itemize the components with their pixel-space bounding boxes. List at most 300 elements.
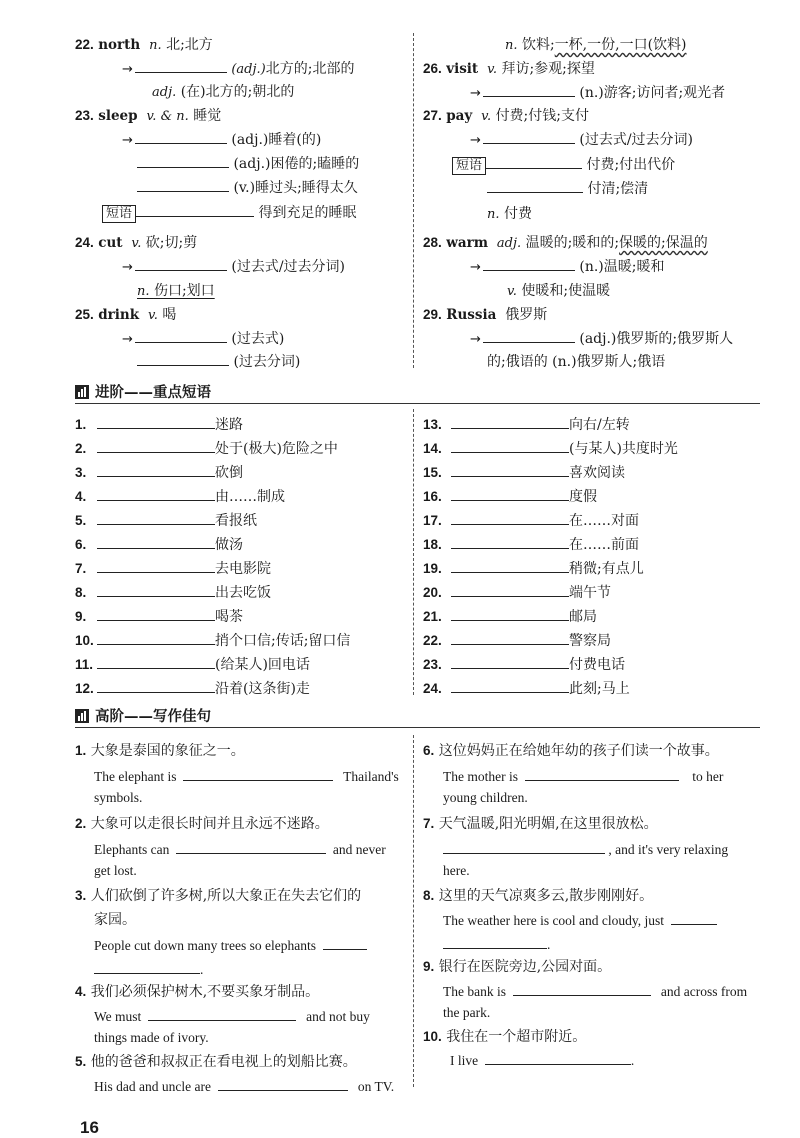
vocab-28-header <box>423 232 708 252</box>
answer-blank[interactable] <box>137 177 229 192</box>
arrow-icon: → <box>122 332 133 347</box>
vocab-26-header <box>423 58 595 78</box>
chinese-prompt: 银行在医院旁边,公园对面。 <box>438 959 612 975</box>
answer-blank[interactable] <box>451 630 569 645</box>
vocab-24-header <box>75 232 197 252</box>
chinese-prompt: 这位妈妈正在给她年幼的孩子们读一个故事。 <box>438 743 719 759</box>
item-number: 29. <box>423 307 442 322</box>
meaning: 睡觉 <box>193 108 222 124</box>
answer-blank[interactable] <box>97 654 215 669</box>
answer-blank[interactable] <box>443 839 605 854</box>
phrase-item <box>75 630 350 650</box>
vocab-22-header <box>75 34 213 54</box>
answer-blank[interactable] <box>97 630 215 645</box>
vocab-27-phrase-2 <box>487 178 648 198</box>
chinese-prompt: 家园。 <box>94 912 136 928</box>
sentence-2-prompt <box>75 813 329 833</box>
vocab-27-phrase-1 <box>452 154 675 175</box>
derived-text: (过去式) <box>231 331 285 347</box>
answer-blank[interactable] <box>451 510 569 525</box>
english-text: The mother is <box>443 769 518 784</box>
column-divider-writing <box>413 735 414 1087</box>
item-number: 1. <box>75 417 87 432</box>
answer-blank[interactable] <box>97 582 215 597</box>
english-text: We must <box>94 1009 142 1024</box>
vocab-25-derived-1 <box>122 328 284 348</box>
headword: Russia <box>446 307 497 323</box>
answer-blank[interactable] <box>97 558 215 573</box>
vocab-26-derived <box>470 82 725 102</box>
sentence-7-english-cont <box>443 863 470 879</box>
vocab-27-note <box>487 203 532 223</box>
headword: visit <box>446 61 479 77</box>
item-number: 12. <box>75 681 94 696</box>
answer-blank[interactable] <box>135 256 227 271</box>
phrase-item <box>423 534 639 554</box>
vocab-25-continued <box>505 34 687 54</box>
item-number: 23. <box>75 108 94 123</box>
part-of-speech: v. <box>481 109 492 124</box>
phrase-item <box>75 606 243 626</box>
item-number: 9. <box>75 609 87 624</box>
chinese-prompt: 大象是泰国的象征之一。 <box>90 743 245 759</box>
phrase-meaning: 度假 <box>569 489 597 505</box>
vocab-29-derived-1 <box>470 328 733 348</box>
answer-blank[interactable] <box>513 981 651 996</box>
sentence-8-prompt <box>423 885 653 905</box>
english-text: things made of ivory. <box>94 1030 209 1045</box>
english-text: on TV. <box>357 1079 395 1094</box>
vocab-29-derived-2 <box>487 351 665 371</box>
item-number: 17. <box>423 513 442 528</box>
part-of-speech: v. & n. <box>146 109 189 124</box>
chinese-prompt: 我住在一个超市附近。 <box>446 1029 587 1045</box>
phrase-meaning: 砍倒 <box>215 465 243 481</box>
part-of-speech: n. <box>149 38 162 53</box>
item-number: 25. <box>75 307 94 322</box>
phrase-meaning: 得到充足的睡眠 <box>258 205 357 221</box>
english-text: . <box>547 937 551 952</box>
answer-blank[interactable] <box>487 178 583 193</box>
sentence-1-english <box>94 766 399 785</box>
item-number: 22. <box>75 37 94 52</box>
vocab-24-note <box>137 280 215 300</box>
answer-blank[interactable] <box>483 256 575 271</box>
item-number: 8. <box>75 585 87 600</box>
phrase-meaning: 处于(极大)危险之中 <box>215 441 338 457</box>
answer-blank[interactable] <box>135 129 227 144</box>
phrase-item <box>423 510 639 530</box>
vocab-27-derived <box>470 129 693 149</box>
item-number: 18. <box>423 537 442 552</box>
english-text: to her <box>692 769 724 784</box>
vocab-28-note <box>507 280 610 300</box>
item-number: 5. <box>75 513 87 528</box>
item-number: 7. <box>75 561 87 576</box>
sentence-4-english-cont <box>94 1030 209 1046</box>
sentence-1-english-cont <box>94 790 142 806</box>
answer-blank[interactable] <box>97 462 215 477</box>
english-text: and never <box>332 842 386 857</box>
answer-blank[interactable] <box>443 934 547 949</box>
note-meaning: (在)北方的;朝北的 <box>180 84 295 100</box>
answer-blank[interactable] <box>451 534 569 549</box>
answer-blank[interactable] <box>137 351 229 366</box>
sentence-3-english <box>94 935 367 954</box>
derived-meaning: 北方的;北部的 <box>265 61 355 77</box>
arrow-icon: → <box>470 86 481 101</box>
vocab-23-derived-3 <box>137 177 358 197</box>
item-number: 27. <box>423 108 442 123</box>
answer-blank[interactable] <box>136 202 254 217</box>
answer-blank[interactable] <box>148 1006 296 1021</box>
english-text: His dad and uncle are <box>94 1079 211 1094</box>
sentence-1-prompt <box>75 740 245 760</box>
phrase-meaning: 喜欢阅读 <box>569 465 625 481</box>
answer-blank[interactable] <box>135 328 227 343</box>
phrase-item <box>423 414 630 434</box>
note-pos: adj. <box>152 85 177 100</box>
item-number: 10. <box>75 633 94 648</box>
english-text: get lost. <box>94 863 137 878</box>
english-text: Elephants can <box>94 842 170 857</box>
answer-blank[interactable] <box>671 910 717 925</box>
chinese-prompt: 这里的天气凉爽多云,散步刚刚好。 <box>438 888 654 904</box>
headword: cut <box>98 235 123 251</box>
item-number: 24. <box>75 235 94 250</box>
sentence-6-prompt <box>423 740 719 760</box>
bar-chart-icon <box>75 709 89 723</box>
phrase-meaning: (给某人)回电话 <box>215 657 310 673</box>
sentence-3-english-cont <box>94 959 203 978</box>
derived-text: (过去式/过去分词) <box>579 132 693 148</box>
derived-text: (adj.)俄罗斯的;俄罗斯人 <box>579 331 734 347</box>
phrase-item <box>75 582 271 602</box>
vocab-23-phrase <box>102 202 356 223</box>
english-text: The weather here is cool and cloudy, just <box>443 913 665 928</box>
answer-blank[interactable] <box>451 438 569 453</box>
bar-chart-icon <box>75 385 89 399</box>
chinese-prompt: 他的爸爸和叔叔正在看电视上的划船比赛。 <box>90 1054 357 1070</box>
phrase-item <box>423 438 678 458</box>
phrase-meaning: 迷路 <box>215 417 243 433</box>
answer-blank[interactable] <box>218 1076 348 1091</box>
answer-blank[interactable] <box>97 438 215 453</box>
item-number: 16. <box>423 489 442 504</box>
item-number: 11. <box>75 657 94 672</box>
phrase-meaning: 稍微;有点儿 <box>569 561 644 577</box>
phrase-item <box>75 486 285 506</box>
note-meaning: 使暖和;使温暖 <box>521 283 611 299</box>
meaning: 付费;付钱;支付 <box>495 108 589 124</box>
vocab-22-note <box>152 81 294 101</box>
meaning: 饮料; <box>521 37 555 53</box>
sentence-9-prompt <box>423 956 611 976</box>
phrase-meaning: 警察局 <box>569 633 611 649</box>
phrase-item <box>423 630 611 650</box>
answer-blank[interactable] <box>135 58 227 73</box>
part-of-speech: v. <box>487 62 498 77</box>
english-text: the park. <box>443 1005 491 1020</box>
meaning: 北;北方 <box>166 37 213 53</box>
answer-blank[interactable] <box>486 154 582 169</box>
answer-blank[interactable] <box>451 606 569 621</box>
item-number: 9. <box>423 959 435 974</box>
phrase-meaning: 出去吃饭 <box>215 585 271 601</box>
english-text: young children. <box>443 790 528 805</box>
sentence-9-english-cont <box>443 1005 490 1021</box>
chinese-prompt: 天气温暖,阳光明媚,在这里很放松。 <box>438 816 658 832</box>
answer-blank[interactable] <box>97 486 215 501</box>
sentence-10-prompt <box>423 1026 586 1046</box>
vocab-23-header <box>75 105 221 125</box>
item-number: 8. <box>423 888 435 903</box>
answer-blank[interactable] <box>451 678 569 693</box>
meaning: 俄罗斯 <box>505 307 548 323</box>
answer-blank[interactable] <box>97 414 215 429</box>
arrow-icon: → <box>470 133 481 148</box>
english-text: The bank is <box>443 984 506 999</box>
answer-blank[interactable] <box>176 839 326 854</box>
meaning-emphasis: 保暖的;保温的 <box>619 235 708 251</box>
section-header-writing <box>75 705 760 728</box>
sentence-7-prompt <box>423 813 658 833</box>
phrase-meaning: 在……对面 <box>569 513 639 529</box>
meaning: 拜访;参观;探望 <box>501 61 595 77</box>
derived-text: (n.)温暖;暖和 <box>579 259 665 275</box>
sentence-7-english <box>443 839 728 858</box>
headword: pay <box>446 108 473 124</box>
item-number: 14. <box>423 441 442 456</box>
phrase-meaning: 看报纸 <box>215 513 257 529</box>
vocab-23-derived-2 <box>137 153 359 173</box>
item-number: 13. <box>423 417 442 432</box>
phrase-meaning: 捎个口信;传话;留口信 <box>215 633 351 649</box>
meaning: 温暖的;暖和的; <box>525 235 620 251</box>
derived-text: (过去分词) <box>233 354 301 370</box>
item-number: 20. <box>423 585 442 600</box>
arrow-icon: → <box>470 332 481 347</box>
derived-text: (n.)游客;访问者;观光者 <box>579 85 726 101</box>
sentence-8-english <box>443 910 717 929</box>
sentence-6-english <box>443 766 723 785</box>
phrase-item <box>423 678 630 698</box>
phrase-item <box>75 414 243 434</box>
answer-blank[interactable] <box>97 606 215 621</box>
chinese-prompt: 人们砍倒了许多树,所以大象正在失去它们的 <box>90 888 362 904</box>
phrase-meaning: 去电影院 <box>215 561 271 577</box>
sentence-8-english-cont <box>443 934 550 953</box>
phrase-meaning: 做汤 <box>215 537 243 553</box>
phrase-meaning: 沿着(这条街)走 <box>215 681 310 697</box>
item-number: 6. <box>75 537 87 552</box>
answer-blank[interactable] <box>451 558 569 573</box>
phrase-meaning: (与某人)共度时光 <box>569 441 678 457</box>
item-number: 3. <box>75 465 87 480</box>
item-number: 2. <box>75 441 87 456</box>
meaning-emphasis: 一杯,一份,一口(饮料) <box>554 37 687 53</box>
arrow-icon: → <box>122 260 133 275</box>
note-meaning: 付费 <box>503 206 532 222</box>
vocab-24-derived <box>122 256 345 276</box>
phrase-item <box>423 606 597 626</box>
item-number: 15. <box>423 465 442 480</box>
derived-text: (adj.)困倦的;瞌睡的 <box>233 156 360 172</box>
english-text: . <box>630 1053 635 1068</box>
section-header-phrases <box>75 381 760 404</box>
answer-blank[interactable] <box>451 486 569 501</box>
phrase-tag: 短语 <box>102 205 136 223</box>
answer-blank[interactable] <box>485 1050 631 1065</box>
sentence-6-english-cont <box>443 790 528 806</box>
section-title: 进阶——重点短语 <box>95 385 211 401</box>
phrase-meaning: 端午节 <box>569 585 611 601</box>
chinese-prompt: 大象可以走很长时间并且永远不迷路。 <box>90 816 329 832</box>
item-number: 28. <box>423 235 442 250</box>
meaning: 砍;切;剪 <box>145 235 198 251</box>
headword: sleep <box>98 108 138 124</box>
vocab-29-header <box>423 304 547 324</box>
sentence-10-english <box>450 1050 634 1069</box>
part-of-speech: n. <box>505 38 518 53</box>
headword: north <box>98 37 141 53</box>
column-divider-phrases <box>413 409 414 695</box>
english-text: and across from <box>660 984 748 999</box>
english-text: I live <box>450 1053 479 1068</box>
note-pos: v. <box>507 284 517 299</box>
answer-blank[interactable] <box>451 462 569 477</box>
derived-text: (v.)睡过头;睡得太久 <box>233 180 358 196</box>
english-text: here. <box>443 863 470 878</box>
phrase-meaning: 付费电话 <box>569 657 625 673</box>
phrase-item <box>75 558 271 578</box>
derived-text: 的;俄语的 <box>487 354 548 370</box>
item-number: 6. <box>423 743 435 758</box>
item-number: 26. <box>423 61 442 76</box>
phrase-item <box>423 654 625 674</box>
sentence-9-english <box>443 981 747 1000</box>
chinese-prompt: 我们必须保护树木,不要买象牙制品。 <box>90 984 320 1000</box>
english-text: symbols. <box>94 790 143 805</box>
vocab-27-header <box>423 105 589 125</box>
answer-blank[interactable] <box>94 959 200 974</box>
arrow-icon: → <box>122 133 133 148</box>
sentence-5-prompt <box>75 1051 357 1071</box>
phrase-meaning: 向右/左转 <box>569 417 630 433</box>
phrase-item <box>75 534 243 554</box>
part-of-speech: adj. <box>496 236 522 251</box>
vocab-22-derived <box>122 58 354 78</box>
english-text: . <box>200 962 204 977</box>
answer-blank[interactable] <box>483 328 575 343</box>
sentence-2-english-cont <box>94 863 137 879</box>
item-number: 23. <box>423 657 442 672</box>
vocab-25-derived-2 <box>137 351 300 371</box>
item-number: 4. <box>75 984 87 999</box>
part-of-speech: v. <box>131 236 142 251</box>
vocab-25-header <box>75 304 176 324</box>
phrase-item <box>423 582 611 602</box>
english-text: Thailand's <box>343 769 399 784</box>
answer-blank[interactable] <box>183 766 333 781</box>
phrase-item <box>75 462 243 482</box>
english-text: People cut down many trees so elephants <box>94 938 316 953</box>
phrase-meaning: 此刻;马上 <box>569 681 630 697</box>
sentence-5-english <box>94 1076 394 1095</box>
section-title: 高阶——写作佳句 <box>95 709 211 725</box>
english-text: , and it's very relaxing <box>608 842 729 857</box>
note-pos: n. <box>137 284 150 299</box>
item-number: 4. <box>75 489 87 504</box>
answer-blank[interactable] <box>97 534 215 549</box>
arrow-icon: → <box>122 62 133 77</box>
answer-blank[interactable] <box>451 582 569 597</box>
phrase-item <box>75 678 310 698</box>
phrase-meaning: 在……前面 <box>569 537 639 553</box>
item-number: 24. <box>423 681 442 696</box>
answer-blank[interactable] <box>483 129 575 144</box>
phrase-meaning: 付费;付出代价 <box>586 157 676 173</box>
meaning: 喝 <box>162 307 177 323</box>
answer-blank[interactable] <box>451 654 569 669</box>
answer-blank[interactable] <box>97 510 215 525</box>
phrase-item <box>75 654 310 674</box>
note-pos: n. <box>487 207 500 222</box>
derived-text: (过去式/过去分词) <box>231 259 345 275</box>
phrase-item <box>75 438 338 458</box>
phrase-item <box>423 558 644 578</box>
derived-text: (n.)俄罗斯人;俄语 <box>552 354 666 370</box>
sentence-2-english <box>94 839 386 858</box>
column-divider-top <box>413 33 414 368</box>
answer-blank[interactable] <box>451 414 569 429</box>
answer-blank[interactable] <box>323 935 367 950</box>
headword: warm <box>446 235 488 251</box>
sentence-4-prompt <box>75 981 319 1001</box>
english-text: and not buy <box>306 1009 370 1024</box>
phrase-meaning: 付清;偿清 <box>587 181 649 197</box>
item-number: 3. <box>75 888 87 903</box>
answer-blank[interactable] <box>525 766 679 781</box>
headword: drink <box>98 307 140 323</box>
part-of-speech: v. <box>148 308 158 323</box>
phrase-meaning: 喝茶 <box>215 609 243 625</box>
phrase-meaning: 由……制成 <box>215 489 285 505</box>
page-number: 16 <box>80 1118 99 1137</box>
answer-blank[interactable] <box>137 153 229 168</box>
item-number: 1. <box>75 743 87 758</box>
item-number: 10. <box>423 1029 442 1044</box>
item-number: 5. <box>75 1054 87 1069</box>
derived-pos: (adj.) <box>231 62 266 77</box>
vocab-23-derived-1 <box>122 129 321 149</box>
phrase-item <box>423 486 597 506</box>
sentence-3-prompt <box>75 885 361 905</box>
vocab-28-derived <box>470 256 664 276</box>
item-number: 19. <box>423 561 442 576</box>
phrase-tag: 短语 <box>452 157 486 175</box>
derived-text: (adj.)睡着(的) <box>231 132 322 148</box>
sentence-3-prompt-cont <box>94 909 136 929</box>
item-number: 2. <box>75 816 87 831</box>
note-meaning: 伤口;划口 <box>153 283 215 299</box>
item-number: 7. <box>423 816 435 831</box>
item-number: 21. <box>423 609 442 624</box>
arrow-icon: → <box>470 260 481 275</box>
answer-blank[interactable] <box>483 82 575 97</box>
phrase-item <box>423 462 625 482</box>
answer-blank[interactable] <box>97 678 215 693</box>
